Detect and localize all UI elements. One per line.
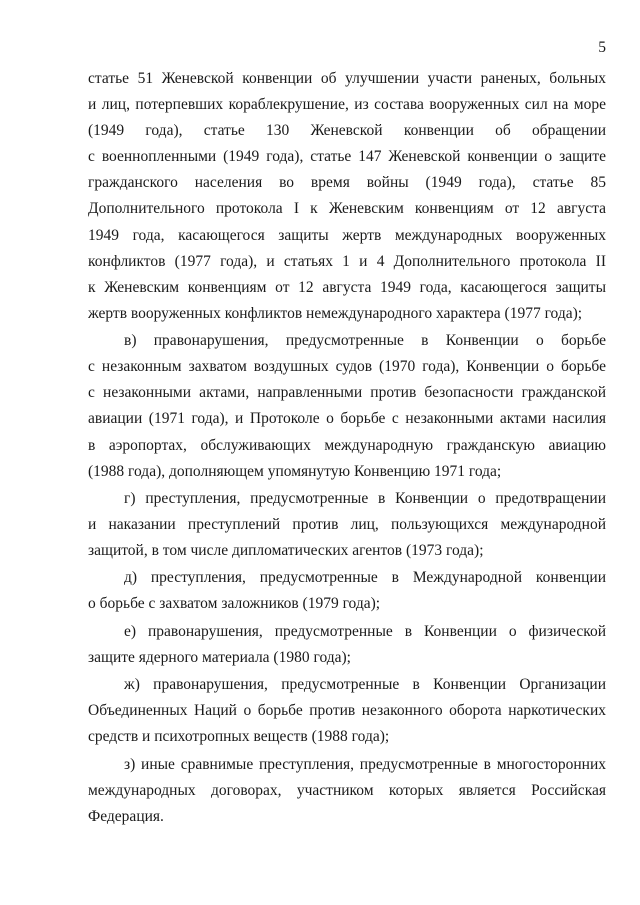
document-body: [88, 66, 606, 830]
text-line: и наказании преступлений против лиц, пользующихся международной: [88, 515, 606, 533]
text-line: Федерация.: [88, 807, 164, 825]
paragraph-item-zh: [88, 672, 606, 750]
text-line: 1949 года, касающегося защиты жертв международных вооруженных: [88, 226, 606, 244]
text-line: ж) правонарушения, предусмотренные в Конвенции Организации: [124, 676, 606, 694]
text-line: к Женевским конвенциям от 12 августа 1949 года, касающегося защиты: [88, 278, 606, 296]
text-line: (1988 года), дополняющем упомянутую Конвенцию 1971 года;: [88, 462, 502, 480]
text-line: с военнопленными (1949 года), статье 147 Женевской конвенции о защите: [88, 148, 606, 166]
text-line: о борьбе с захватом заложников (1979 года);: [88, 595, 381, 613]
paragraph-item-d: [88, 565, 606, 617]
paragraph-continuation: [88, 66, 606, 327]
text-line: конфликтов (1977 года), и статьях 1 и 4 Дополнительного протокола II: [88, 252, 606, 270]
paragraph-item-e: [88, 619, 606, 671]
text-line: жертв вооруженных конфликтов немеждународного характера (1977 года);: [88, 304, 583, 322]
page-number: 5: [598, 39, 606, 56]
text-line: Объединенных Наций о борьбе против незаконного оборота наркотических: [88, 702, 606, 720]
text-line: Дополнительного протокола I к Женевским конвенциям от 12 августа: [88, 200, 606, 218]
text-line: с незаконным захватом воздушных судов (1970 года), Конвенции о борьбе: [88, 358, 606, 376]
text-line: авиации (1971 года), и Протоколе о борьбе с незаконными актами насилия: [88, 410, 606, 428]
text-line: е) правонарушения, предусмотренные в Конвенции о физической: [124, 622, 606, 640]
text-line: (1949 года), статье 130 Женевской конвенции об обращении: [88, 122, 606, 140]
paragraph-item-g: [88, 486, 606, 564]
text-line: з) иные сравнимые преступления, предусмотренные в многосторонних: [124, 755, 606, 773]
paragraph-item-z: [88, 752, 606, 830]
text-line: с незаконными актами, направленными против безопасности гражданской: [88, 384, 606, 402]
text-line: защите ядерного материала (1980 года);: [88, 648, 351, 666]
paragraph-item-v: [88, 328, 606, 485]
text-line: статье 51 Женевской конвенции об улучшении участи раненых, больных: [88, 70, 606, 87]
text-line: д) преступления, предусмотренные в Международной конвенции: [124, 569, 606, 587]
text-line: в аэропортах, обслуживающих международную гражданскую авиацию: [88, 436, 606, 454]
text-line: в) правонарушения, предусмотренные в Конвенции о борьбе: [124, 332, 606, 350]
text-line: г) преступления, предусмотренные в Конвенции о предотвращении: [124, 489, 606, 507]
text-line: гражданского населения во время войны (1949 года), статье 85: [88, 174, 606, 192]
text-line: средств и психотропных веществ (1988 года);: [88, 728, 390, 746]
text-line: и лиц, потерпевших кораблекрушение, из состава вооруженных сил на море: [88, 96, 606, 114]
text-line: международных договорах, участником которых является Российская: [88, 781, 606, 799]
text-line: защитой, в том числе дипломатических агентов (1973 года);: [88, 542, 484, 560]
